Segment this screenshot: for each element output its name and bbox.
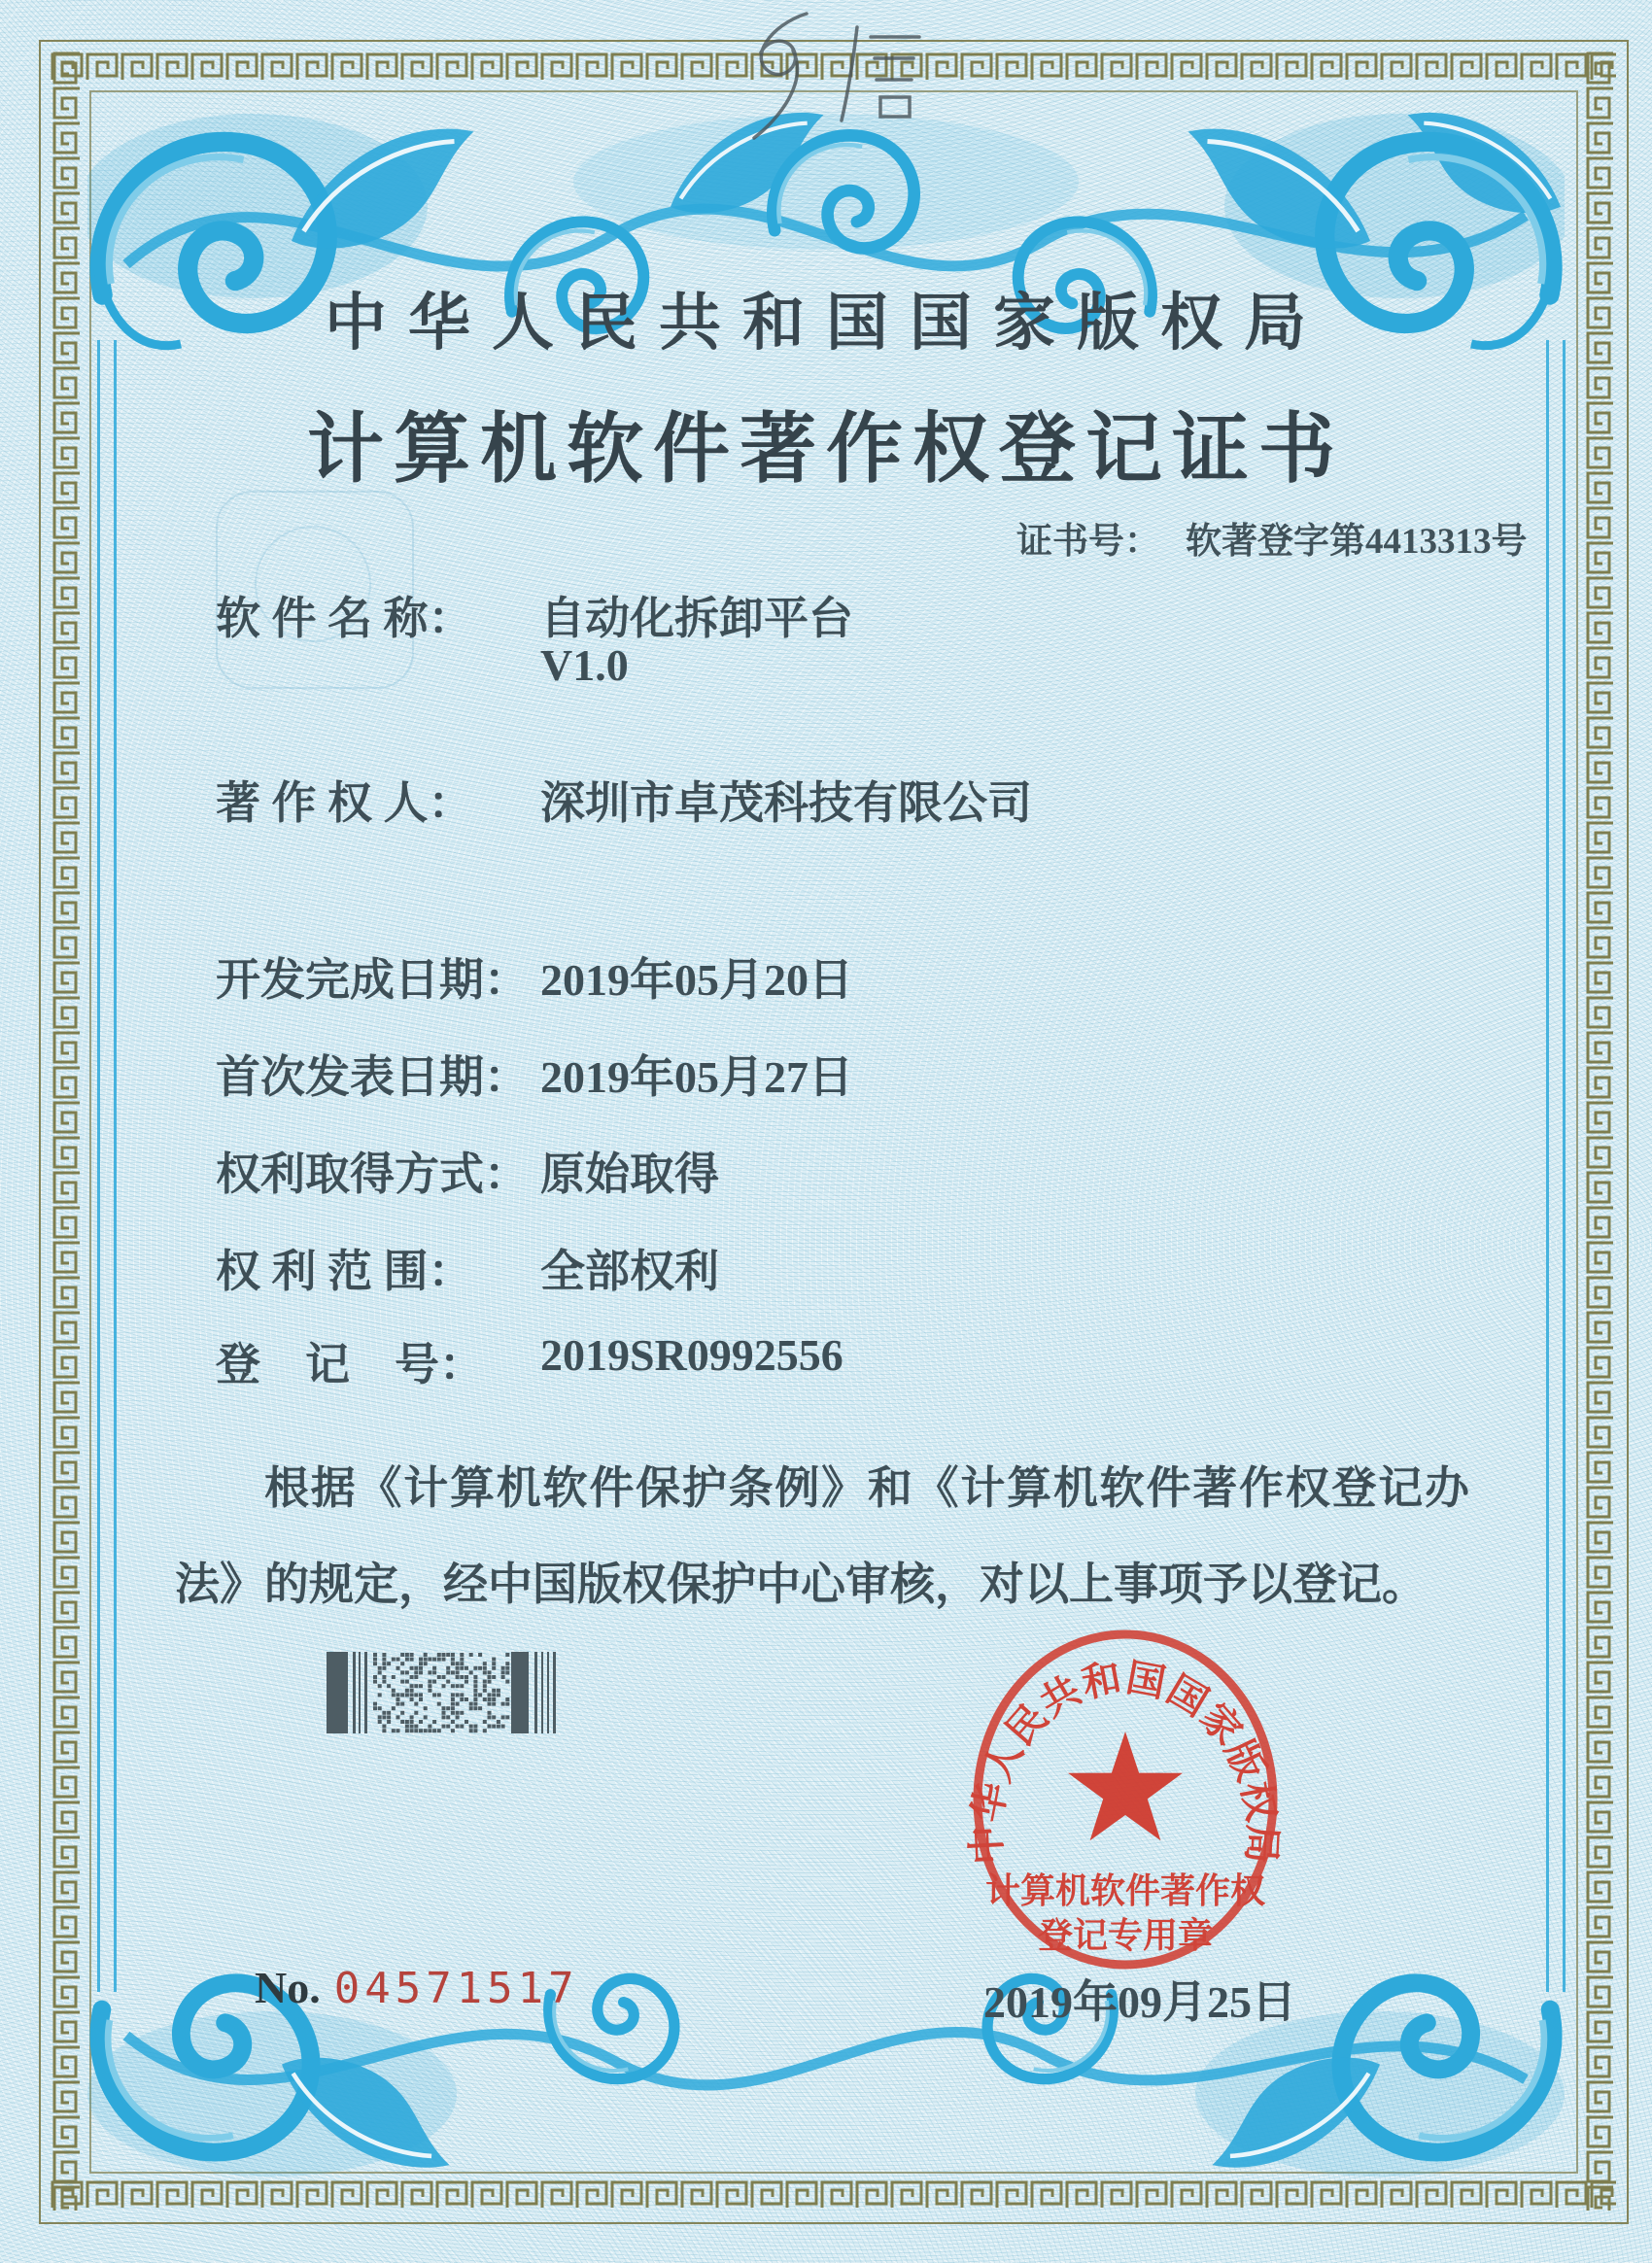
- seal-caption-line1: 计算机软件著作权: [984, 1871, 1266, 1911]
- issue-date: 2019年09月25日: [983, 1977, 1296, 2027]
- barcode: [327, 1652, 562, 1733]
- blue-guide-line: [114, 340, 117, 1992]
- field-label: 著 作 权 人：: [216, 778, 473, 828]
- certificate-title: 计算机软件著作权登记证书: [307, 404, 1345, 494]
- field-value: 2019年05月20日: [540, 955, 853, 1005]
- handwritten-mark: [709, 0, 1030, 155]
- field-value: 自动化拆卸平台: [540, 594, 853, 643]
- software-version: V1.0: [540, 640, 629, 690]
- authority-title: 中华人民共和国国家版权局: [325, 288, 1327, 360]
- certificate-number-label: 证书号：: [1016, 522, 1160, 562]
- field-value: 2019年05月27日: [540, 1052, 853, 1102]
- field-value: 深圳市卓茂科技有限公司: [540, 778, 1032, 828]
- blue-guide-line: [97, 340, 100, 1992]
- seal-ring-text: 中华人民共和国国家版权局: [964, 1655, 1285, 1866]
- seal-star-icon: [1068, 1732, 1183, 1840]
- greek-key-border-left: [51, 51, 83, 2211]
- serial-number: [255, 1962, 579, 2013]
- certificate-number: [1016, 511, 1528, 564]
- registration-statement: 根据《计算机软件保护条例》和《计算机软件著作权登记办法》的规定，经中国版权保护中心审核，对以上事项予以登记。: [175, 1463, 1469, 1609]
- certificate-number-value: 软著登字第4413313号: [1186, 522, 1528, 562]
- blue-guide-line: [1546, 340, 1549, 1992]
- seal-caption-line2: 登记专用章: [1037, 1916, 1214, 1956]
- field-label: 开发完成日期：: [216, 955, 529, 1005]
- serial-label: No.: [255, 1963, 321, 2012]
- field-label: 权 利 范 围：: [216, 1247, 473, 1296]
- field-value: 2019SR0992556: [540, 1330, 843, 1380]
- greek-key-border-right: [1584, 51, 1616, 2211]
- field-label: 登 记 号：: [216, 1340, 484, 1389]
- field-value: 全部权利: [540, 1247, 719, 1296]
- field-value: 原始取得: [540, 1149, 719, 1199]
- blue-guide-line: [1563, 340, 1566, 1992]
- field-label: 软 件 名 称：: [216, 594, 473, 643]
- field-label: 首次发表日期：: [216, 1052, 529, 1102]
- serial-digits: 04571517: [333, 1964, 579, 2013]
- field-label: 权利取得方式：: [216, 1149, 529, 1199]
- official-seal: [958, 1615, 1292, 1996]
